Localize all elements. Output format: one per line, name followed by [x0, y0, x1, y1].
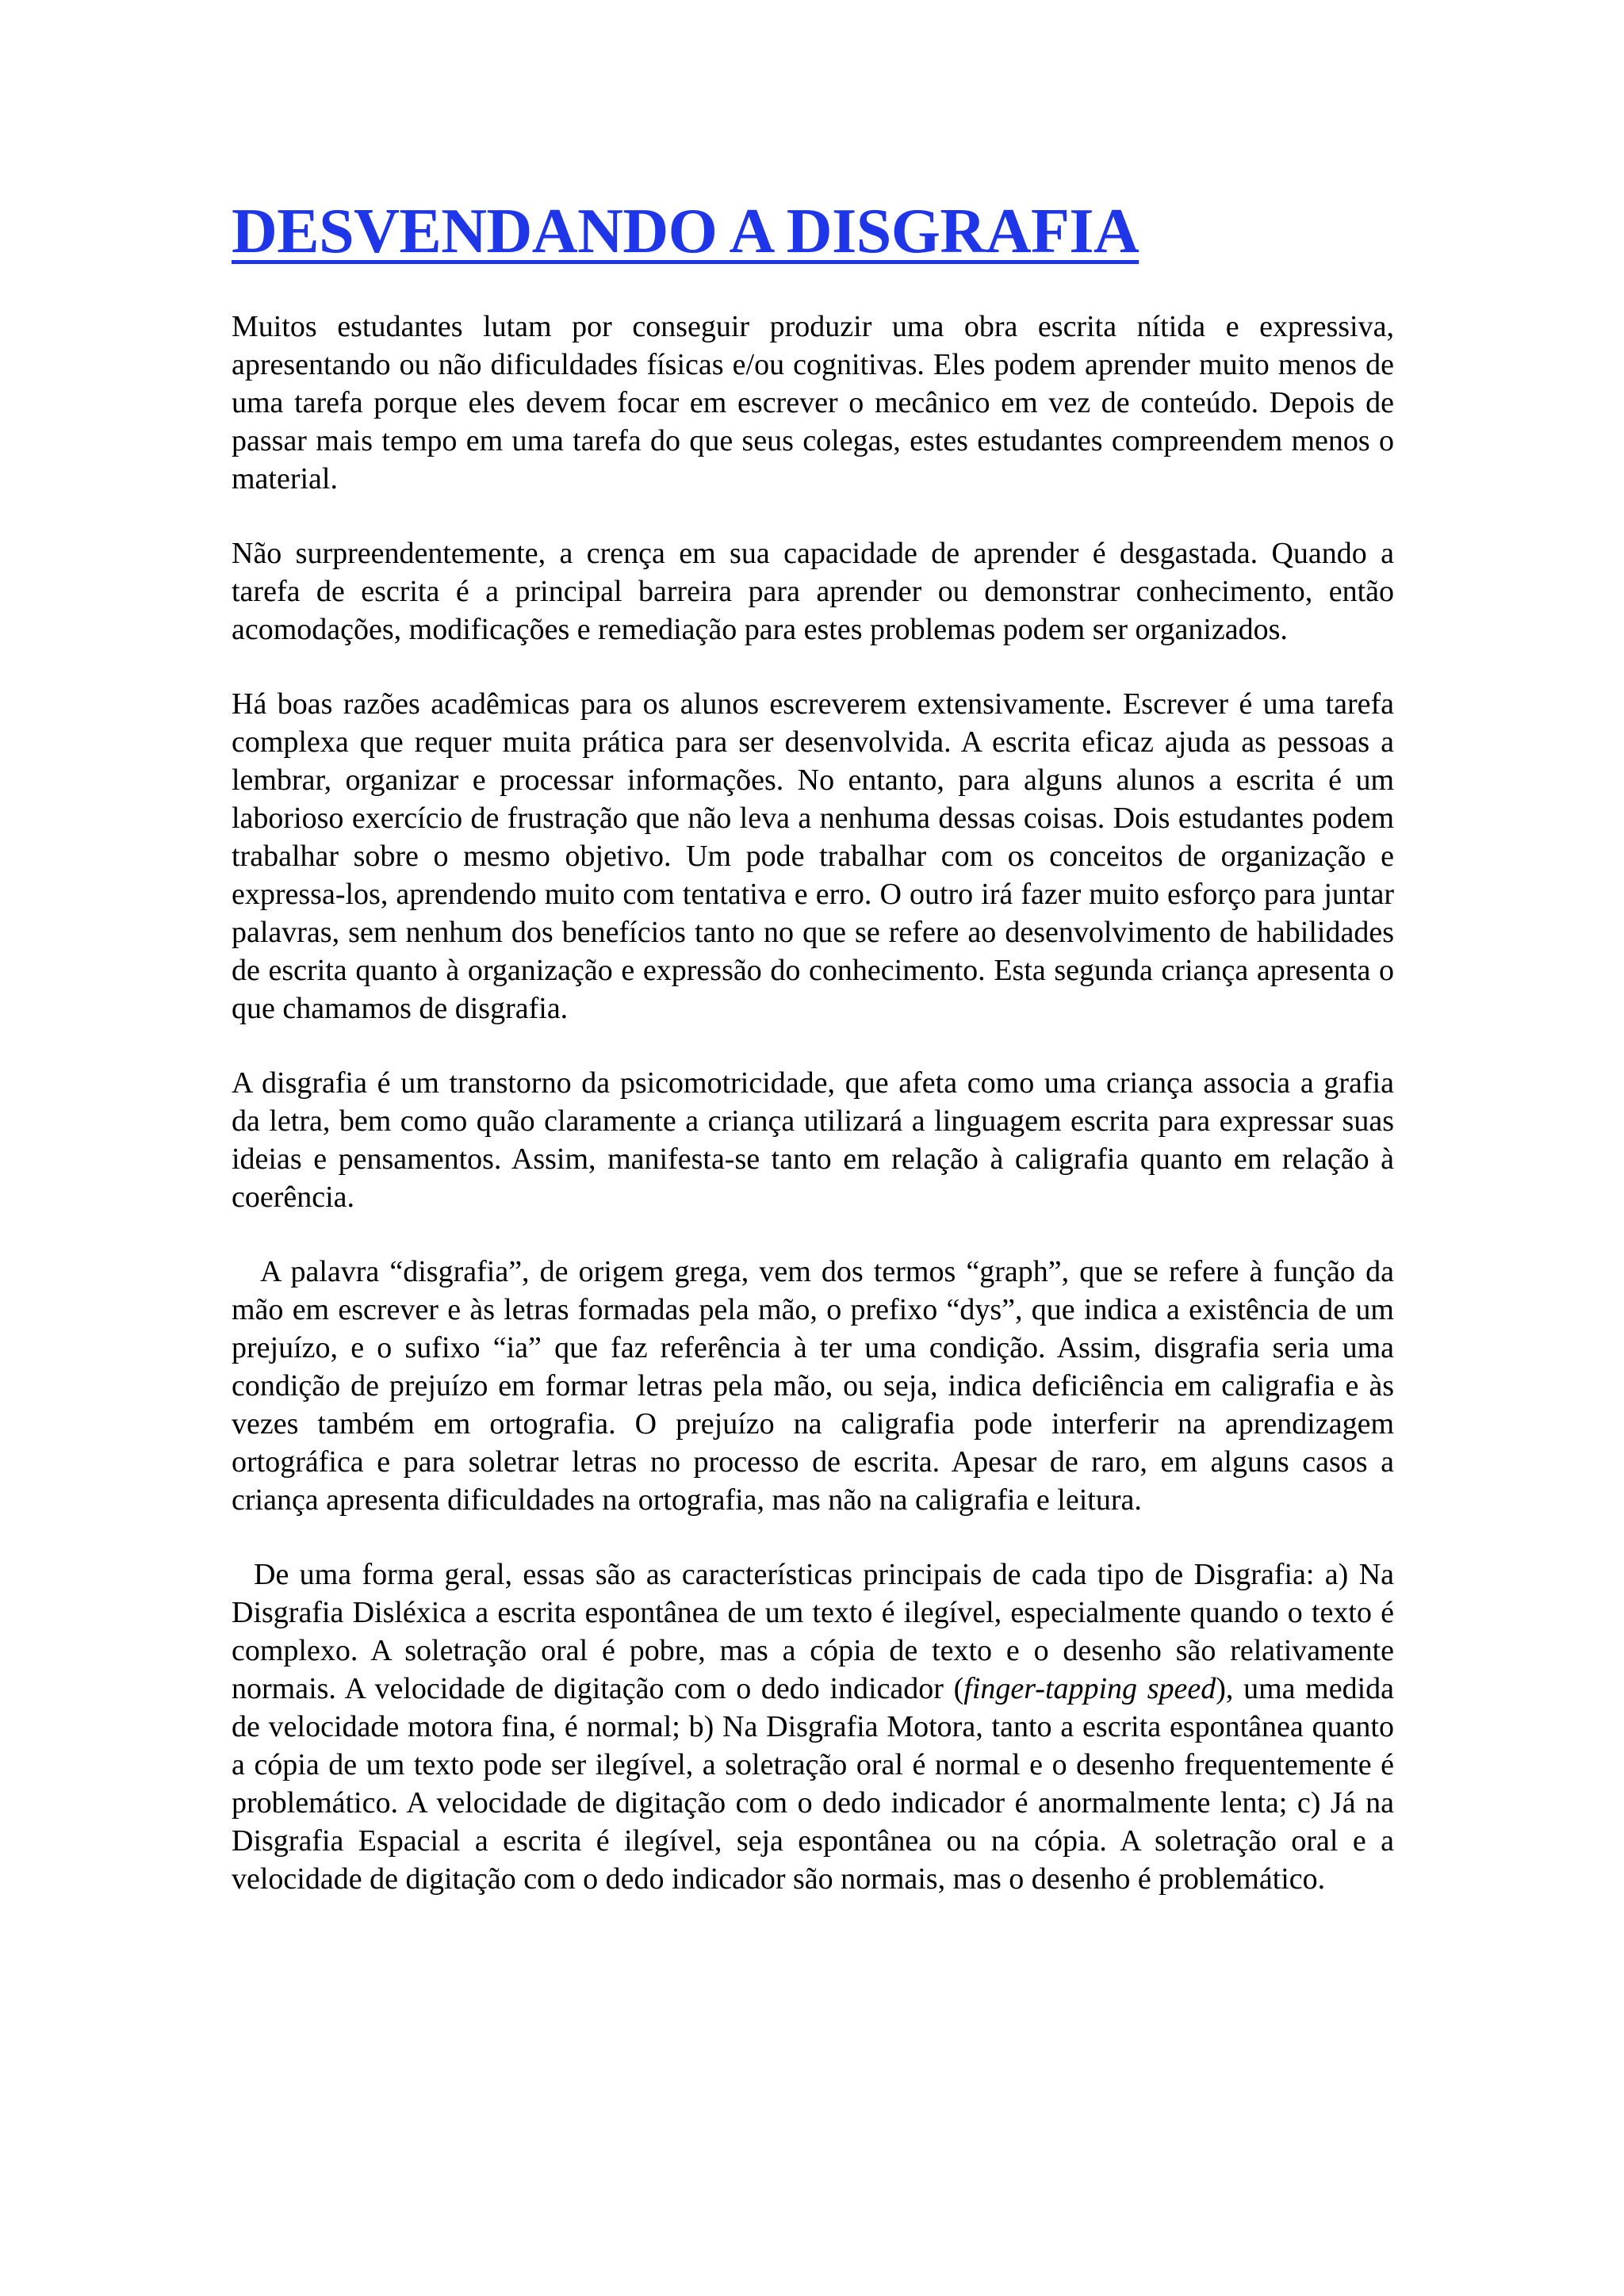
paragraph-2: Não surpreendentemente, a crença em sua capacidade de aprender é desgastada. Quando a tarefa de escrita é a principal barreira para aprender ou demonstrar conhecimento, então acomodações, modificações e remediação para estes problemas podem ser organizados. — [232, 537, 1394, 646]
paragraph-6-text-start: De uma forma geral, essas são as características principais de cada tipo de Disgrafia: a) Na Disgrafia Disléxica a escrita espontânea de um texto é ilegível, especialmente quando o texto é complexo. A soletração oral é pobre, mas a cópia de texto e o desenho são relativamente normais. A velocidade de digitação com o dedo indicador ( — [232, 1558, 1394, 1705]
paragraph-6-italic-term: finger-tapping speed — [963, 1672, 1216, 1705]
paragraph-3: Há boas razões acadêmicas para os alunos escreverem extensivamente. Escrever é uma tarefa complexa que requer muita prática para ser desenvolvida. A escrita eficaz ajuda as pessoas a lembrar, organizar e processar informações. No entanto, para alguns alunos a escrita é um laborioso exercício de frustração que não leva a nenhuma dessas coisas. Dois estudantes podem trabalhar sobre o mesmo objetivo. Um pode trabalhar com os conceitos de organização e expressa-los, aprendendo muito com tentativa e erro. O outro irá fazer muito esforço para juntar palavras, sem nenhum dos benefícios tanto no que se refere ao desenvolvimento de habilidades de escrita quanto à organização e expressão do conhecimento. Esta segunda criança apresenta o que chamamos de disgrafia. — [232, 687, 1394, 1025]
document-page — [232, 197, 1394, 1934]
paragraph-6 — [232, 1556, 1394, 1898]
paragraph-6-text-end: ), uma medida de velocidade motora fina, é normal; b) Na Disgrafia Motora, tanto a escrita espontânea quanto a cópia de um texto pode ser ilegível, a soletração oral é normal e o desenho frequentemente é problemático. A velocidade de digitação com o dedo indicador é anormalmente lenta; c) Já na Disgrafia Espacial a escrita é ilegível, seja espontânea ou na cópia. A soletração oral e a velocidade de digitação com o dedo indicador são normais, mas o desenho é problemático. — [232, 1672, 1394, 1896]
paragraph-5: A palavra “disgrafia”, de origem grega, vem dos termos “graph”, que se refere à função da mão em escrever e às letras formadas pela mão, o prefixo “dys”, que indica a existência de um prejuízo, e o sufixo “ia” que faz referência à ter uma condição. Assim, disgrafia seria uma condição de prejuízo em formar letras pela mão, ou seja, indica deficiência em caligrafia e às vezes também em ortografia. O prejuízo na caligrafia pode interferir na aprendizagem ortográfica e para soletrar letras no processo de escrita. Apesar de raro, em alguns casos a criança apresenta dificuldades na ortografia, mas não na caligrafia e leitura. — [232, 1255, 1394, 1517]
paragraph-1: Muitos estudantes lutam por conseguir produzir uma obra escrita nítida e expressiva, apresentando ou não dificuldades físicas e/ou cognitivas. Eles podem aprender muito menos de uma tarefa porque eles devem focar em escrever o mecânico em vez de conteúdo. Depois de passar mais tempo em uma tarefa do que seus colegas, estes estudantes compreendem menos o material. — [232, 310, 1394, 496]
paragraph-4: A disgrafia é um transtorno da psicomotricidade, que afeta como uma criança associa a grafia da letra, bem como quão claramente a criança utilizará a linguagem escrita para expressar suas ideias e pensamentos. Assim, manifesta-se tanto em relação à caligrafia quanto em relação à coerência. — [232, 1066, 1394, 1214]
document-title: DESVENDANDO A DISGRAFIA — [232, 197, 1139, 266]
